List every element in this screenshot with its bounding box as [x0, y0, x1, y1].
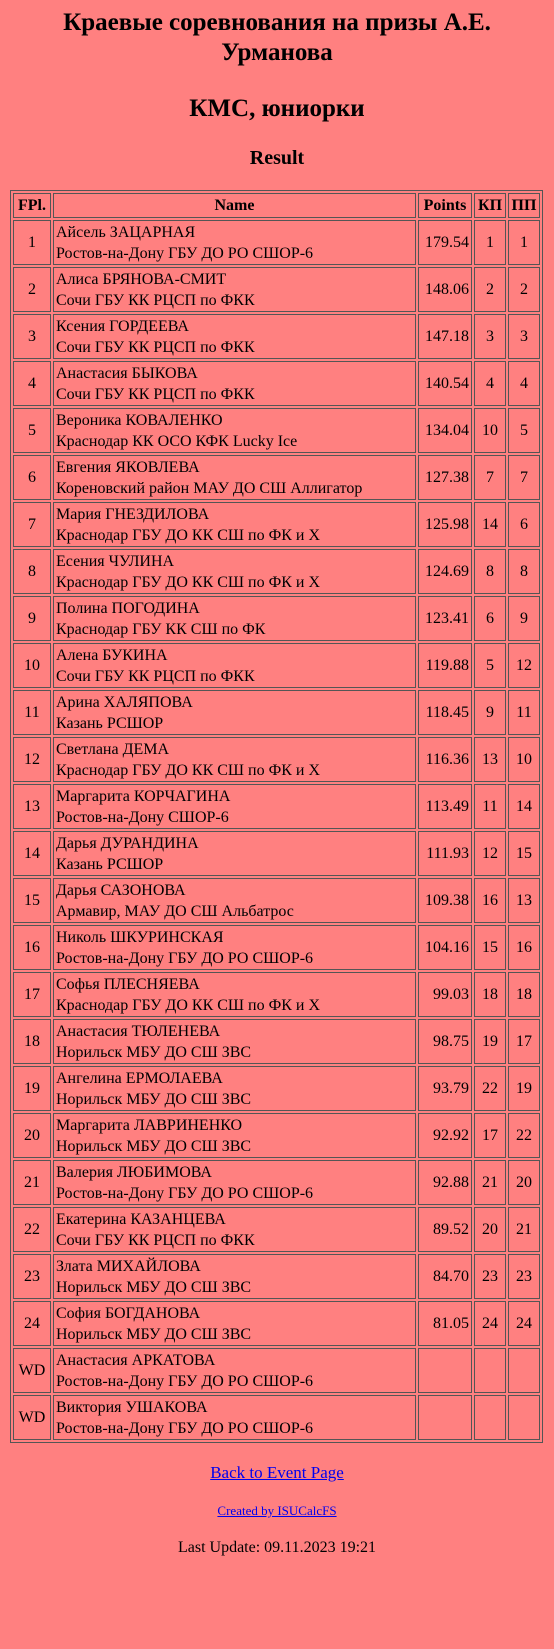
place-cell: 4	[13, 361, 51, 406]
place-cell: 6	[13, 455, 51, 500]
name-cell	[53, 455, 416, 500]
fs-place-cell: 2	[508, 267, 540, 312]
table-row	[13, 878, 540, 923]
sp-place-cell: 10	[474, 408, 506, 453]
table-row	[13, 737, 540, 782]
skater-club: Краснодар ГБУ ДО КК СШ по ФК и Х	[56, 996, 321, 1014]
points-cell: 123.41	[418, 596, 472, 641]
table-row	[13, 1254, 540, 1299]
place-cell: 24	[13, 1301, 51, 1346]
fs-place-cell: 9	[508, 596, 540, 641]
name-cell	[53, 596, 416, 641]
skater-club: Ростов-на-Дону СШОР-6	[56, 808, 229, 826]
column-header-sp: КП	[474, 193, 506, 218]
points-cell: 148.06	[418, 267, 472, 312]
last-update-text: Last Update: 09.11.2023 19:21	[177, 1539, 377, 1556]
points-cell: 179.54	[418, 220, 472, 265]
name-cell	[53, 408, 416, 453]
fs-place-cell: 17	[508, 1019, 540, 1064]
back-to-event-link[interactable]: Back to Event Page	[210, 1463, 344, 1482]
place-cell: 8	[13, 549, 51, 594]
skater-name: Дарья ДУРАНДИНА	[56, 834, 199, 852]
points-cell: 104.16	[418, 925, 472, 970]
fs-place-cell: 24	[508, 1301, 540, 1346]
points-cell: 134.04	[418, 408, 472, 453]
table-row	[13, 972, 540, 1017]
skater-name: Анастасия БЫКОВА	[56, 364, 198, 382]
points-cell: 109.38	[418, 878, 472, 923]
points-cell: 119.88	[418, 643, 472, 688]
sp-place-cell: 16	[474, 878, 506, 923]
table-row	[13, 1160, 540, 1205]
fs-place-cell	[508, 1395, 540, 1440]
points-cell: 98.75	[418, 1019, 472, 1064]
fs-place-cell: 20	[508, 1160, 540, 1205]
results-body	[13, 220, 540, 1440]
fs-place-cell: 21	[508, 1207, 540, 1252]
skater-club: Норильск МБУ ДО СШ ЗВС	[56, 1325, 252, 1343]
skater-name: Мария ГНЕЗДИЛОВА	[56, 505, 210, 523]
skater-club: Краснодар ГБУ КК СШ по ФК	[56, 620, 266, 638]
sp-place-cell: 17	[474, 1113, 506, 1158]
place-cell: 17	[13, 972, 51, 1017]
skater-club: Ростов-на-Дону ГБУ ДО РО СШОР-6	[56, 1372, 314, 1390]
name-cell	[53, 1019, 416, 1064]
skater-name: Дарья САЗОНОВА	[56, 881, 186, 899]
skater-club: Краснодар ГБУ ДО КК СШ по ФК и Х	[56, 573, 321, 591]
sp-place-cell: 15	[474, 925, 506, 970]
fs-place-cell: 7	[508, 455, 540, 500]
skater-club: Норильск МБУ ДО СШ ЗВС	[56, 1090, 252, 1108]
points-cell: 125.98	[418, 502, 472, 547]
table-row	[13, 925, 540, 970]
fs-place-cell: 14	[508, 784, 540, 829]
sp-place-cell: 21	[474, 1160, 506, 1205]
sp-place-cell: 6	[474, 596, 506, 641]
table-row	[13, 267, 540, 312]
fs-place-cell: 18	[508, 972, 540, 1017]
table-row	[13, 690, 540, 735]
table-row	[13, 1395, 540, 1440]
skater-club: Сочи ГБУ КК РЦСП по ФКК	[56, 667, 255, 685]
place-cell: 22	[13, 1207, 51, 1252]
fs-place-cell: 10	[508, 737, 540, 782]
skater-club: Казань РСШОР	[56, 714, 164, 732]
place-cell: 10	[13, 643, 51, 688]
segment-title: Result	[249, 147, 305, 169]
points-cell: 113.49	[418, 784, 472, 829]
skater-name: Ангелина ЕРМОЛАЕВА	[56, 1069, 223, 1087]
sp-place-cell: 3	[474, 314, 506, 359]
skater-club: Сочи ГБУ КК РЦСП по ФКК	[56, 385, 255, 403]
table-row	[13, 314, 540, 359]
fs-place-cell: 6	[508, 502, 540, 547]
skater-club: Армавир, МАУ ДО СШ Альбатрос	[56, 902, 294, 920]
fs-place-cell: 4	[508, 361, 540, 406]
name-cell	[53, 1113, 416, 1158]
place-cell: 12	[13, 737, 51, 782]
points-cell: 89.52	[418, 1207, 472, 1252]
name-cell	[53, 220, 416, 265]
skater-club: Норильск МБУ ДО СШ ЗВС	[56, 1278, 252, 1296]
sp-place-cell: 24	[474, 1301, 506, 1346]
fs-place-cell: 16	[508, 925, 540, 970]
skater-name: Алена БУКИНА	[56, 646, 168, 664]
fs-place-cell: 22	[508, 1113, 540, 1158]
sp-place-cell: 20	[474, 1207, 506, 1252]
table-row	[13, 1207, 540, 1252]
sp-place-cell: 18	[474, 972, 506, 1017]
place-cell: 21	[13, 1160, 51, 1205]
skater-name: Ксения ГОРДЕЕВА	[56, 317, 189, 335]
table-row	[13, 596, 540, 641]
name-cell	[53, 549, 416, 594]
skater-club: Ростов-на-Дону ГБУ ДО РО СШОР-6	[56, 1419, 314, 1437]
points-cell: 147.18	[418, 314, 472, 359]
skater-name: Анастасия ТЮЛЕНЕВА	[56, 1022, 221, 1040]
skater-name: Светлана ДЕМА	[56, 740, 170, 758]
skater-club: Норильск МБУ ДО СШ ЗВС	[56, 1043, 252, 1061]
fs-place-cell: 8	[508, 549, 540, 594]
skater-name: Айсель ЗАЦАРНАЯ	[56, 223, 196, 241]
place-cell: 13	[13, 784, 51, 829]
points-cell: 116.36	[418, 737, 472, 782]
points-cell: 92.92	[418, 1113, 472, 1158]
skater-name: Злата МИХАЙЛОВА	[56, 1257, 201, 1275]
sp-place-cell: 14	[474, 502, 506, 547]
sp-place-cell: 2	[474, 267, 506, 312]
place-cell: 19	[13, 1066, 51, 1111]
sp-place-cell: 9	[474, 690, 506, 735]
name-cell	[53, 361, 416, 406]
fs-place-cell: 19	[508, 1066, 540, 1111]
points-cell: 127.38	[418, 455, 472, 500]
sp-place-cell: 8	[474, 549, 506, 594]
table-row	[13, 1301, 540, 1346]
category-title: КМС, юниорки	[189, 95, 365, 122]
skater-name: Софья ПЛЕСНЯЕВА	[56, 975, 200, 993]
name-cell	[53, 314, 416, 359]
skater-name: Анастасия АРКАТОВА	[56, 1351, 216, 1369]
place-cell: 15	[13, 878, 51, 923]
points-cell: 140.54	[418, 361, 472, 406]
skater-club: Норильск МБУ ДО СШ ЗВС	[56, 1137, 252, 1155]
place-cell: 16	[13, 925, 51, 970]
place-cell: WD	[13, 1395, 51, 1440]
name-cell	[53, 1395, 416, 1440]
name-cell	[53, 972, 416, 1017]
points-cell: 111.93	[418, 831, 472, 876]
skater-name: Виктория УШАКОВА	[56, 1398, 208, 1416]
skater-club: Сочи ГБУ КК РЦСП по ФКК	[56, 338, 255, 356]
skater-club: Ростов-на-Дону ГБУ ДО РО СШОР-6	[56, 244, 314, 262]
table-row	[13, 549, 540, 594]
footer	[0, 1462, 554, 1558]
skater-club: Кореновский район МАУ ДО СШ Аллигатор	[56, 479, 363, 497]
skater-club: Ростов-на-Дону ГБУ ДО РО СШОР-6	[56, 949, 314, 967]
skater-club: Краснодар ГБУ ДО КК СШ по ФК и Х	[56, 761, 321, 779]
name-cell	[53, 1066, 416, 1111]
place-cell: 3	[13, 314, 51, 359]
name-cell	[53, 831, 416, 876]
place-cell: 2	[13, 267, 51, 312]
event-title: Краевые соревнования на призы А.Е. Урманова	[63, 9, 491, 66]
fs-place-cell	[508, 1348, 540, 1393]
results-table	[10, 190, 543, 1443]
table-row	[13, 643, 540, 688]
place-cell: 18	[13, 1019, 51, 1064]
place-cell: 20	[13, 1113, 51, 1158]
skater-club: Казань РСШОР	[56, 855, 164, 873]
skater-name: Маргарита ЛАВРИНЕНКО	[56, 1116, 243, 1134]
points-cell: 81.05	[418, 1301, 472, 1346]
skater-name: Маргарита КОРЧАГИНА	[56, 787, 231, 805]
points-cell: 93.79	[418, 1066, 472, 1111]
place-cell: 1	[13, 220, 51, 265]
skater-name: Полина ПОГОДИНА	[56, 599, 200, 617]
points-cell: 118.45	[418, 690, 472, 735]
sp-place-cell	[474, 1395, 506, 1440]
name-cell	[53, 1160, 416, 1205]
skater-name: София БОГДАНОВА	[56, 1304, 201, 1322]
table-row	[13, 408, 540, 453]
place-cell: 7	[13, 502, 51, 547]
skater-name: Екатерина КАЗАНЦЕВА	[56, 1210, 226, 1228]
name-cell	[53, 1348, 416, 1393]
name-cell	[53, 925, 416, 970]
points-cell: 124.69	[418, 549, 472, 594]
sp-place-cell: 19	[474, 1019, 506, 1064]
skater-name: Есения ЧУЛИНА	[56, 552, 175, 570]
sp-place-cell: 13	[474, 737, 506, 782]
points-cell	[418, 1395, 472, 1440]
skater-club: Сочи ГБУ КК РЦСП по ФКК	[56, 291, 255, 309]
name-cell	[53, 502, 416, 547]
table-row	[13, 1066, 540, 1111]
points-cell: 92.88	[418, 1160, 472, 1205]
table-row	[13, 455, 540, 500]
table-row	[13, 831, 540, 876]
place-cell: WD	[13, 1348, 51, 1393]
skater-name: Валерия ЛЮБИМОВА	[56, 1163, 212, 1181]
points-cell: 84.70	[418, 1254, 472, 1299]
table-row	[13, 1348, 540, 1393]
fs-place-cell: 12	[508, 643, 540, 688]
place-cell: 23	[13, 1254, 51, 1299]
place-cell: 11	[13, 690, 51, 735]
column-header-place: FPl.	[13, 193, 51, 218]
place-cell: 5	[13, 408, 51, 453]
name-cell	[53, 737, 416, 782]
skater-name: Арина ХАЛЯПОВА	[56, 693, 193, 711]
fs-place-cell: 1	[508, 220, 540, 265]
table-header-row	[13, 193, 540, 218]
fs-place-cell: 23	[508, 1254, 540, 1299]
skater-club: Краснодар КК ОСО КФК Lucky Ice	[56, 432, 298, 450]
column-header-fs: ПП	[508, 193, 540, 218]
skater-name: Евгения ЯКОВЛЕВА	[56, 458, 200, 476]
skater-club: Сочи ГБУ КК РЦСП по ФКК	[56, 1231, 255, 1249]
sp-place-cell: 23	[474, 1254, 506, 1299]
name-cell	[53, 690, 416, 735]
sp-place-cell: 7	[474, 455, 506, 500]
fs-place-cell: 13	[508, 878, 540, 923]
skater-club: Ростов-на-Дону ГБУ ДО РО СШОР-6	[56, 1184, 314, 1202]
sp-place-cell	[474, 1348, 506, 1393]
table-row	[13, 784, 540, 829]
points-cell	[418, 1348, 472, 1393]
table-row	[13, 1113, 540, 1158]
skater-club: Краснодар ГБУ ДО КК СШ по ФК и Х	[56, 526, 321, 544]
skater-name: Вероника КОВАЛЕНКО	[56, 411, 223, 429]
table-row	[13, 1019, 540, 1064]
created-by-link[interactable]: Created by ISUCalcFS	[217, 1503, 337, 1518]
name-cell	[53, 1254, 416, 1299]
table-row	[13, 502, 540, 547]
place-cell: 9	[13, 596, 51, 641]
fs-place-cell: 5	[508, 408, 540, 453]
skater-name: Алиса БРЯНОВА-СМИТ	[56, 270, 227, 288]
sp-place-cell: 1	[474, 220, 506, 265]
name-cell	[53, 643, 416, 688]
sp-place-cell: 11	[474, 784, 506, 829]
fs-place-cell: 3	[508, 314, 540, 359]
points-cell: 99.03	[418, 972, 472, 1017]
sp-place-cell: 4	[474, 361, 506, 406]
name-cell	[53, 1207, 416, 1252]
table-row	[13, 361, 540, 406]
table-row	[13, 220, 540, 265]
fs-place-cell: 11	[508, 690, 540, 735]
fs-place-cell: 15	[508, 831, 540, 876]
place-cell: 14	[13, 831, 51, 876]
sp-place-cell: 12	[474, 831, 506, 876]
skater-name: Николь ШКУРИНСКАЯ	[56, 928, 224, 946]
name-cell	[53, 1301, 416, 1346]
name-cell	[53, 784, 416, 829]
sp-place-cell: 22	[474, 1066, 506, 1111]
column-header-name: Name	[53, 193, 416, 218]
sp-place-cell: 5	[474, 643, 506, 688]
name-cell	[53, 267, 416, 312]
name-cell	[53, 878, 416, 923]
column-header-points: Points	[418, 193, 472, 218]
